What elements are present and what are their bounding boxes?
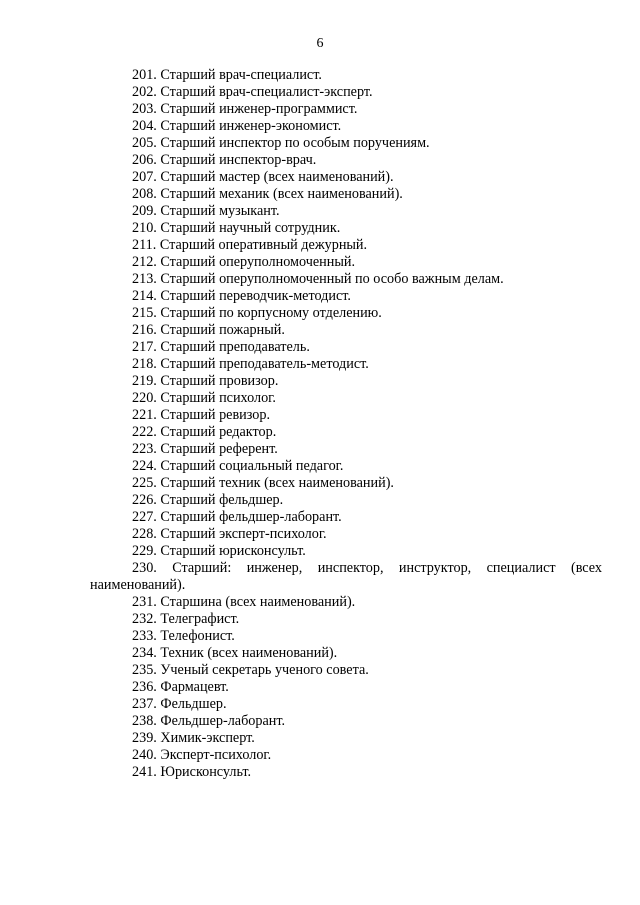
list-item: 210. Старший научный сотрудник.	[132, 220, 341, 236]
list-item: 206. Старший инспектор-врач.	[132, 152, 317, 168]
list-item: 229. Старший юрисконсульт.	[132, 543, 306, 559]
list-item: 241. Юрисконсульт.	[132, 764, 252, 780]
list-item: 240. Эксперт-психолог.	[132, 747, 272, 763]
list-item: 209. Старший музыкант.	[132, 203, 280, 219]
list-item: 203. Старший инженер-программист.	[132, 101, 358, 117]
list-item: 232. Телеграфист.	[132, 611, 240, 627]
list-item-230	[90, 560, 602, 594]
list-item: 221. Старший ревизор.	[132, 407, 271, 423]
list-item-230-first-line: 230. Старший: инженер, инспектор, инструктор, специалист (всех	[132, 560, 602, 576]
list-item: 237. Фельдшер.	[132, 696, 227, 712]
list-item: 216. Старший пожарный.	[132, 322, 285, 338]
list-item: 207. Старший мастер (всех наименований).	[132, 169, 394, 185]
list-item: 223. Старший референт.	[132, 441, 278, 457]
list-item: 236. Фармацевт.	[132, 679, 229, 695]
list-item: 227. Старший фельдшер-лаборант.	[132, 509, 342, 525]
list-item: 228. Старший эксперт-психолог.	[132, 526, 327, 542]
list-item: 202. Старший врач-специалист-эксперт.	[132, 84, 373, 100]
position-list	[90, 67, 602, 781]
list-item: 220. Старший психолог.	[132, 390, 276, 406]
list-item: 212. Старший оперуполномоченный.	[132, 254, 356, 270]
list-item: 217. Старший преподаватель.	[132, 339, 310, 355]
list-item: 205. Старший инспектор по особым поручениям.	[132, 135, 430, 151]
list-item: 234. Техник (всех наименований).	[132, 645, 338, 661]
list-item: 201. Старший врач-специалист.	[132, 67, 322, 83]
list-item: 219. Старший провизор.	[132, 373, 279, 389]
list-item: 226. Старший фельдшер.	[132, 492, 284, 508]
list-item: 218. Старший преподаватель-методист.	[132, 356, 369, 372]
list-item: 238. Фельдшер-лаборант.	[132, 713, 286, 729]
list-item: 231. Старшина (всех наименований).	[132, 594, 356, 610]
list-item: 222. Старший редактор.	[132, 424, 277, 440]
list-item: 239. Химик-эксперт.	[132, 730, 255, 746]
list-item: 208. Старший механик (всех наименований).	[132, 186, 403, 202]
list-item: 224. Старший социальный педагог.	[132, 458, 344, 474]
list-item: 213. Старший оперуполномоченный по особо важным делам.	[132, 271, 504, 287]
list-item: 204. Старший инженер-экономист.	[132, 118, 342, 134]
page-number: 6	[316, 36, 324, 51]
list-item: 215. Старший по корпусному отделению.	[132, 305, 382, 321]
list-item: 211. Старший оперативный дежурный.	[132, 237, 368, 253]
list-item-230-continuation: наименований).	[90, 577, 186, 593]
list-item: 235. Ученый секретарь ученого совета.	[132, 662, 369, 678]
list-item: 214. Старший переводчик-методист.	[132, 288, 351, 304]
list-item: 225. Старший техник (всех наименований).	[132, 475, 394, 491]
list-item: 233. Телефонист.	[132, 628, 235, 644]
